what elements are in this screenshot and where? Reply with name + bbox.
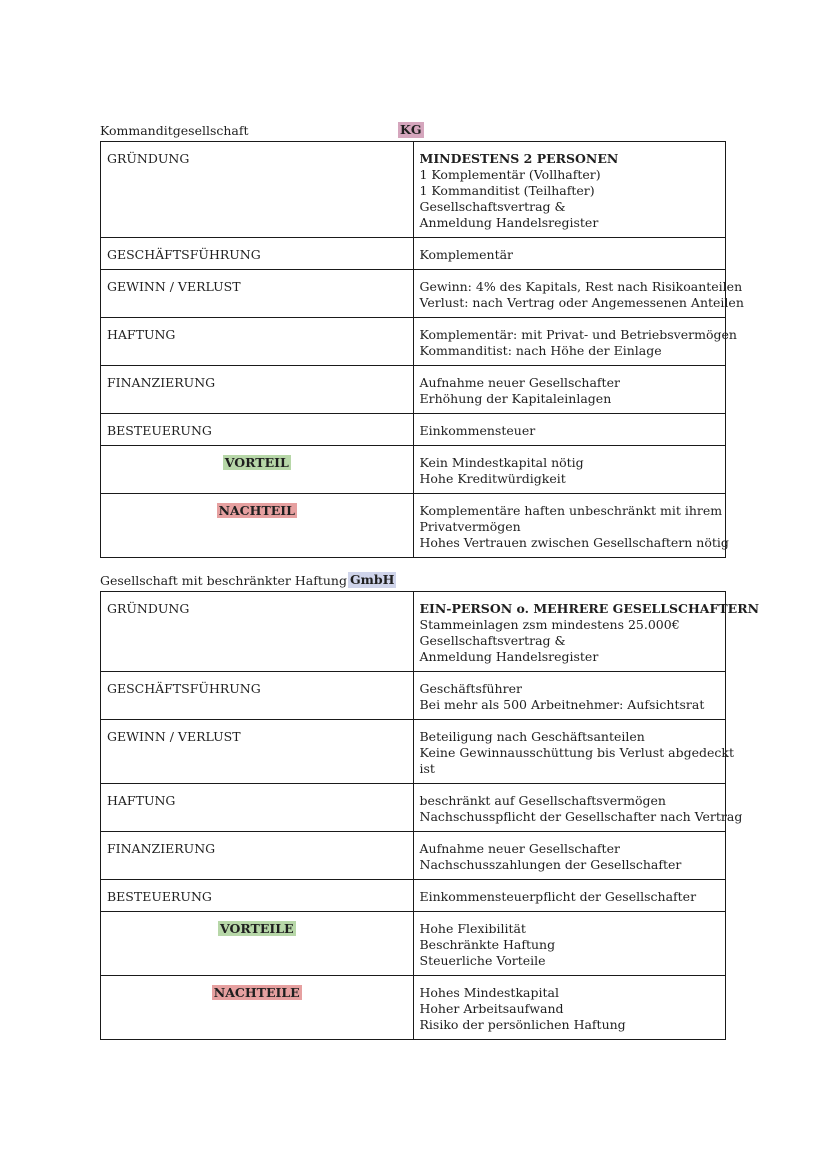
table-row (101, 142, 726, 238)
nachteile-badge: NACHTEILE (213, 985, 300, 1000)
value-line: beschränkt auf Gesellschaftsvermögen (419, 793, 666, 808)
value-line: Hohe Kreditwürdigkeit (419, 471, 566, 486)
value-line: Hohe Flexibilität (419, 921, 526, 936)
table-row (101, 832, 726, 880)
vorteile-badge: VORTEILE (219, 921, 294, 936)
kg-title: Kommanditgesellschaft (100, 123, 249, 138)
kg-table (100, 141, 744, 558)
vorteil-badge: VORTEIL (224, 455, 289, 470)
value-line: Kommanditist: nach Höhe der Einlage (419, 343, 662, 358)
value-line: Bei mehr als 500 Arbeitnehmer: Aufsichtsrat (419, 697, 705, 712)
row-value (413, 270, 744, 318)
table-row (101, 238, 726, 270)
table-row (101, 672, 726, 720)
value-line: Beteiligung nach Geschäftsanteilen (419, 729, 645, 744)
value-line: Steuerliche Vorteile (419, 953, 546, 968)
gmbh-heading (100, 572, 395, 590)
table-row (101, 366, 726, 414)
value-line: Keine Gewinnausschüttung bis Verlust abgedeckt (419, 745, 735, 760)
value-line: Einkommensteuerpflicht der Gesellschafter (419, 889, 697, 904)
row-label: HAFTUNG (101, 784, 414, 832)
table-row (101, 494, 726, 558)
value-line: Komplementär (419, 247, 514, 262)
row-value (413, 880, 726, 912)
row-value (413, 446, 726, 494)
row-value (413, 494, 729, 558)
value-line: Geschäftsführer (419, 681, 522, 696)
row-label: BESTEUERUNG (101, 880, 414, 912)
table-row (101, 912, 726, 976)
value-line: Hohes Vertrauen zwischen Gesellschaftern nötig (419, 535, 729, 550)
value-line: Komplementäre haften unbeschränkt mit ihrem (419, 503, 723, 518)
value-line: MINDESTENS 2 PERSONEN (419, 151, 619, 166)
value-line: Privatvermögen (419, 519, 521, 534)
row-value (413, 912, 726, 976)
value-line: Hoher Arbeitsaufwand (419, 1001, 564, 1016)
gmbh-abbr: GmbH (350, 572, 395, 587)
row-label: GESCHÄFTSFÜHRUNG (101, 672, 414, 720)
value-line: Komplementär: mit Privat- und Betriebsvermögen (419, 327, 737, 342)
row-label: GESCHÄFTSFÜHRUNG (101, 238, 414, 270)
nachteil-badge: NACHTEIL (218, 503, 295, 518)
row-label: GEWINN / VERLUST (101, 720, 414, 784)
value-line: 1 Komplementär (Vollhafter) (419, 167, 601, 182)
row-label (101, 446, 414, 494)
value-line: Erhöhung der Kapitaleinlagen (419, 391, 612, 406)
value-line: Aufnahme neuer Gesellschafter (419, 375, 620, 390)
table-row (101, 720, 726, 784)
table-row (101, 784, 726, 832)
value-line: 1 Kommanditist (Teilhafter) (419, 183, 595, 198)
row-label: BESTEUERUNG (101, 414, 414, 446)
value-line: Einkommensteuer (419, 423, 536, 438)
row-label: GEWINN / VERLUST (101, 270, 414, 318)
table-row (101, 592, 726, 672)
row-label (101, 976, 414, 1040)
row-label (101, 912, 414, 976)
value-line: EIN-PERSON o. MEHRERE GESELLSCHAFTERN (419, 601, 760, 616)
value-line: Anmeldung Handelsregister (419, 649, 599, 664)
table-row (101, 414, 726, 446)
row-label: FINANZIERUNG (101, 366, 414, 414)
row-label: GRÜNDUNG (101, 592, 414, 672)
row-label (101, 494, 414, 558)
value-line: Nachschusspflicht der Gesellschafter nach Vertrag (419, 809, 743, 824)
value-line: Aufnahme neuer Gesellschafter (419, 841, 620, 856)
row-label: GRÜNDUNG (101, 142, 414, 238)
table-row (101, 976, 726, 1040)
row-value (413, 784, 743, 832)
gmbh-title: Gesellschaft mit beschränkter Haftung (100, 573, 347, 588)
row-value (413, 318, 737, 366)
value-line: Gewinn: 4% des Kapitals, Rest nach Risikoanteilen (419, 279, 743, 294)
row-value (413, 366, 726, 414)
value-line: Nachschusszahlungen der Gesellschafter (419, 857, 682, 872)
value-line: Hohes Mindestkapital (419, 985, 559, 1000)
value-line: Anmeldung Handelsregister (419, 215, 599, 230)
value-line: Stammeinlagen zsm mindestens 25.000€ (419, 617, 680, 632)
row-label: FINANZIERUNG (101, 832, 414, 880)
value-line: Gesellschaftsvertrag & (419, 199, 566, 214)
row-value (413, 238, 726, 270)
table-row (101, 270, 726, 318)
row-value (413, 832, 726, 880)
table-row (101, 880, 726, 912)
row-value (413, 142, 726, 238)
row-label: HAFTUNG (101, 318, 414, 366)
value-line: ist (419, 761, 435, 776)
table-row (101, 318, 726, 366)
row-value (413, 976, 726, 1040)
kg-abbr: KG (400, 122, 422, 137)
row-value (413, 672, 726, 720)
row-value (413, 720, 735, 784)
value-line: Verlust: nach Vertrag oder Angemessenen Anteilen (419, 295, 744, 310)
value-line: Gesellschaftsvertrag & (419, 633, 566, 648)
row-value (413, 592, 760, 672)
value-line: Risiko der persönlichen Haftung (419, 1017, 626, 1032)
row-value (413, 414, 726, 446)
table-row (101, 446, 726, 494)
gmbh-table (100, 591, 760, 1040)
value-line: Beschränkte Haftung (419, 937, 556, 952)
value-line: Kein Mindestkapital nötig (419, 455, 584, 470)
kg-heading (100, 122, 422, 140)
